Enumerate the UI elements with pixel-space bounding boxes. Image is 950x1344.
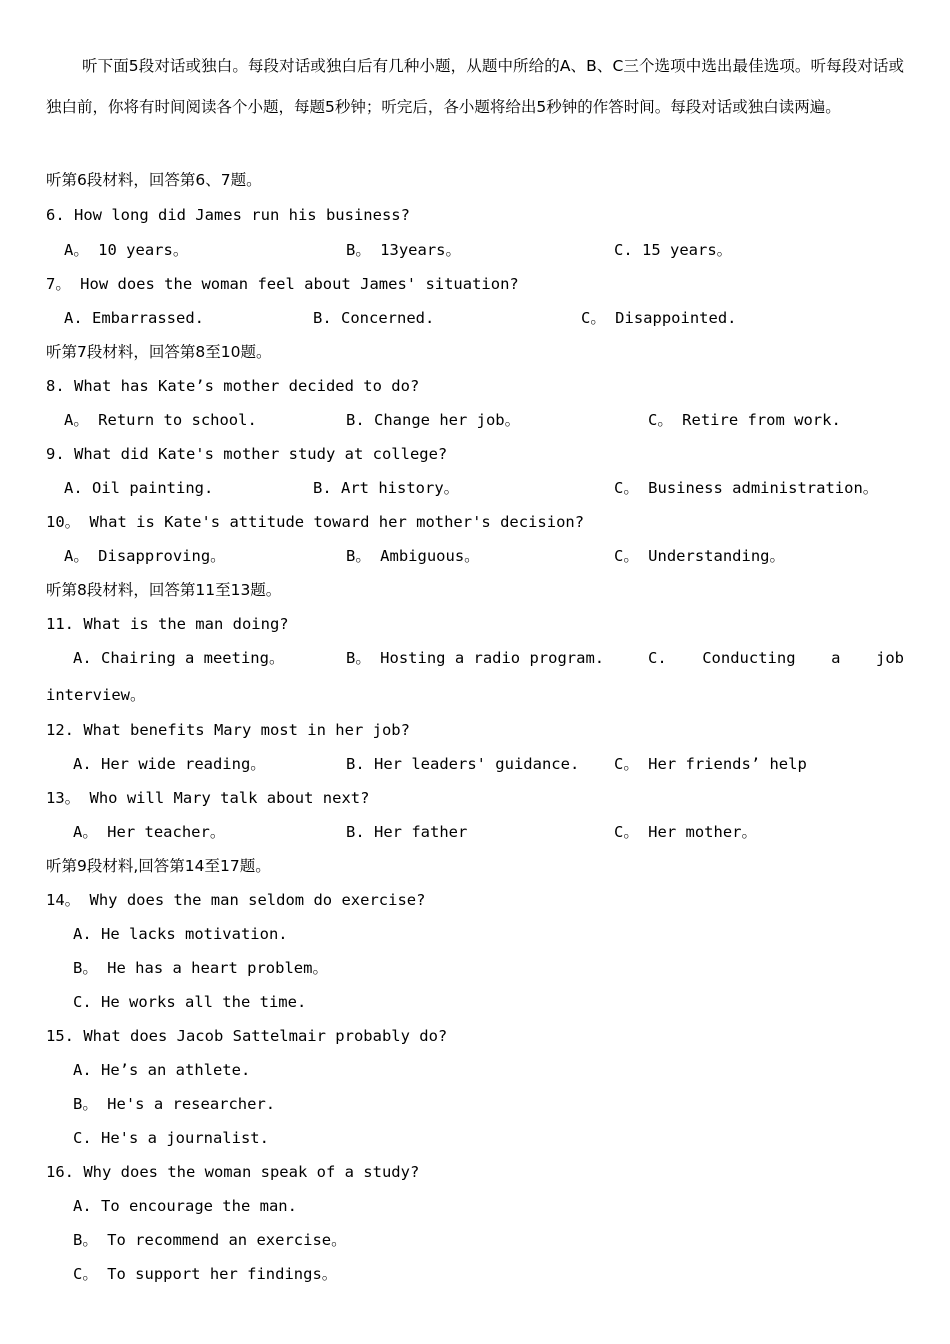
question-16-stem: 16. Why does the woman speak of a study? <box>46 1163 420 1181</box>
question-6-option-c: C. 15 years。 <box>614 241 733 259</box>
question-14-option-c: C. He works all the time. <box>73 993 307 1011</box>
question-10-option-b: B。 Ambiguous。 <box>346 547 480 565</box>
question-10-option-c: C。 Understanding。 <box>614 547 785 565</box>
question-7-option-b: B. Concerned. <box>313 309 435 327</box>
question-11-option-c <box>648 648 904 668</box>
question-10-stem: 10。 What is Kate's attitude toward her mother's decision? <box>46 513 585 531</box>
section-heading-9: 听第9段材料,回答第14至17题。 <box>46 857 271 875</box>
question-11-option-c-word-3: a <box>831 649 841 667</box>
section-heading-8: 听第8段材料，回答第11至13题。 <box>46 581 282 599</box>
question-7-option-c: C。 Disappointed. <box>581 309 737 327</box>
question-12-option-c: C。 Her friends’ help <box>614 755 807 773</box>
question-7-option-a: A. Embarrassed. <box>64 309 204 327</box>
question-11-option-c-continued: interview。 <box>46 686 146 704</box>
question-13-stem: 13。 Who will Mary talk about next? <box>46 789 370 807</box>
question-11-stem: 11. What is the man doing? <box>46 615 289 633</box>
question-11-option-c-word-1: C. <box>648 649 667 667</box>
question-9-option-c: C。 Business administration。 <box>614 479 879 497</box>
question-6-option-a: A。 10 years。 <box>64 241 189 259</box>
question-11-option-c-word-2: Conducting <box>702 649 796 667</box>
question-13-option-a: A。 Her teacher。 <box>73 823 226 841</box>
question-11-option-b: B。 Hosting a radio program. <box>346 649 605 667</box>
question-16-option-c: C。 To support her findings。 <box>73 1265 338 1283</box>
question-9-option-b: B. Art history。 <box>313 479 460 497</box>
question-16-option-b: B。 To recommend an exercise。 <box>73 1231 347 1249</box>
instructions-paragraph: 听下面5段对话或独白。每段对话或独白后有几种小题，从题中所给的A、B、C三个选项中选出最佳选项。听每段对话或独白前，你将有时间阅读各个小题，每题5秒钟；听完后，各小题将给出5秒钟的作答时间。每段对话或独白读两遍。 <box>46 57 904 116</box>
question-15-stem: 15. What does Jacob Sattelmair probably do? <box>46 1027 448 1045</box>
question-7-stem: 7。 How does the woman feel about James' situation? <box>46 275 519 293</box>
section-heading-7: 听第7段材料，回答第8至10题。 <box>46 343 272 361</box>
question-6-stem: 6. How long did James run his business? <box>46 206 410 224</box>
question-9-stem: 9. What did Kate's mother study at college? <box>46 445 448 463</box>
question-8-option-c: C。 Retire from work. <box>648 411 841 429</box>
question-13-option-b: B. Her father <box>346 823 468 841</box>
question-12-option-a: A. Her wide reading。 <box>73 755 266 773</box>
section-heading-6: 听第6段材料，回答第6、7题。 <box>46 171 262 189</box>
question-11-option-a: A. Chairing a meeting。 <box>73 649 285 667</box>
question-12-stem: 12. What benefits Mary most in her job? <box>46 721 410 739</box>
question-15-option-a: A. He’s an athlete. <box>73 1061 251 1079</box>
question-12-option-b: B. Her leaders' guidance. <box>346 755 580 773</box>
question-14-option-b: B。 He has a heart problem。 <box>73 959 328 977</box>
question-13-option-c: C。 Her mother。 <box>614 823 757 841</box>
question-15-option-b: B。 He's a researcher. <box>73 1095 276 1113</box>
question-11-option-c-word-4: job <box>875 649 904 667</box>
question-10-option-a: A。 Disapproving。 <box>64 547 226 565</box>
question-16-option-a: A. To encourage the man. <box>73 1197 297 1215</box>
question-9-option-a: A. Oil painting. <box>64 479 214 497</box>
question-8-option-b: B. Change her job。 <box>346 411 521 429</box>
question-6-option-b: B。 13years。 <box>346 241 461 259</box>
question-8-option-a: A。 Return to school. <box>64 411 257 429</box>
question-8-stem: 8. What has Kate’s mother decided to do? <box>46 377 420 395</box>
question-15-option-c: C. He's a journalist. <box>73 1129 269 1147</box>
question-14-option-a: A. He lacks motivation. <box>73 925 288 943</box>
question-14-stem: 14。 Why does the man seldom do exercise? <box>46 891 426 909</box>
